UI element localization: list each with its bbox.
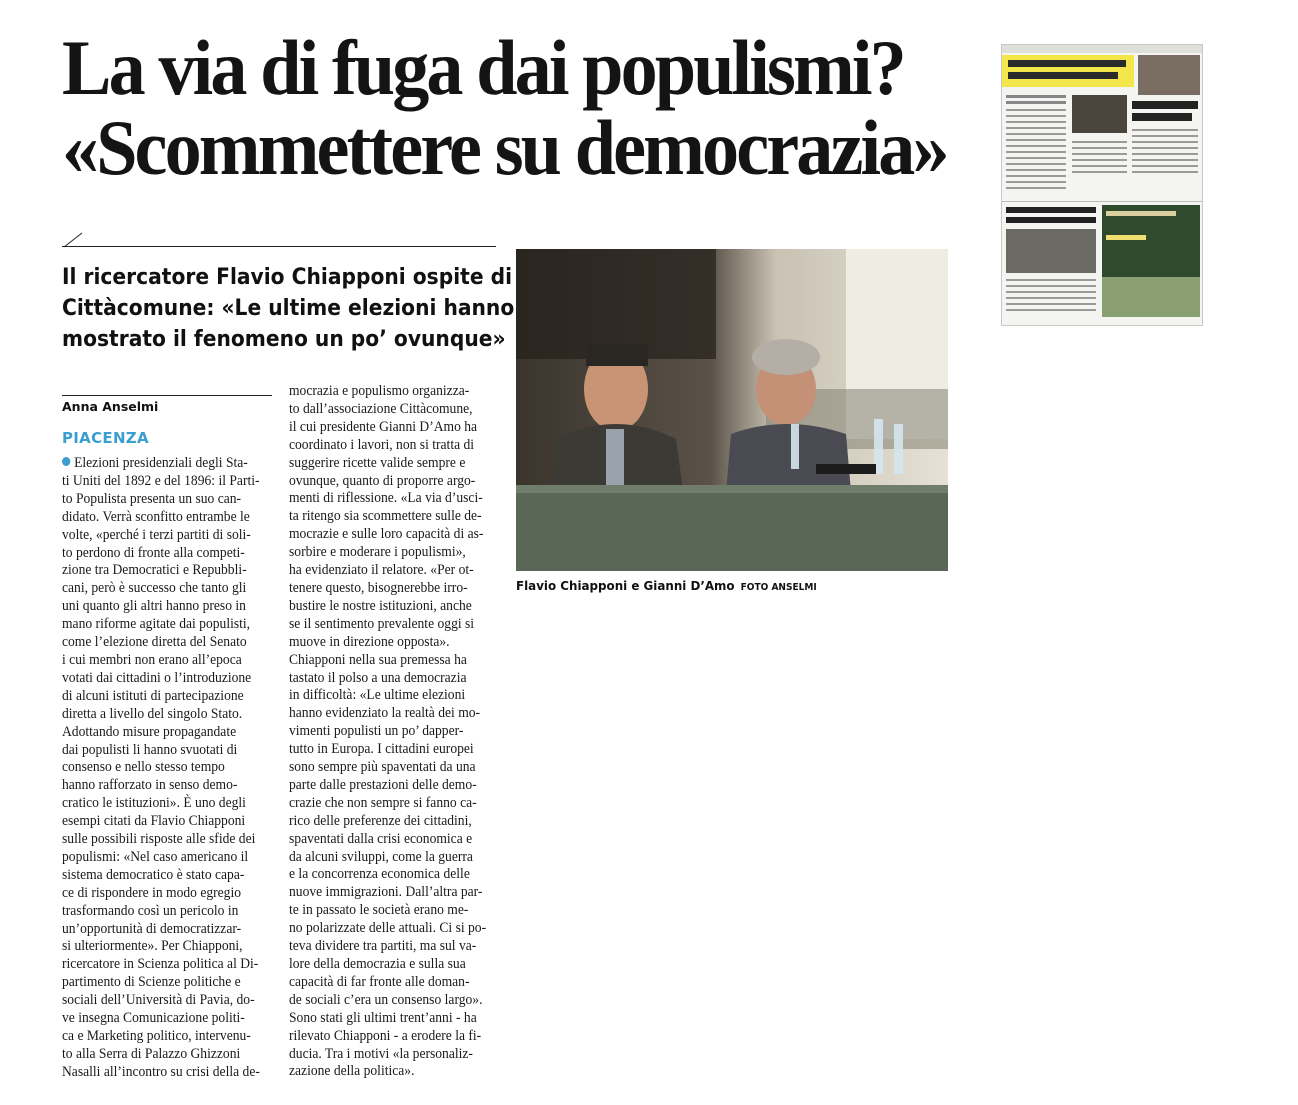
- body-line: capacità di far fronte alle doman-: [289, 973, 470, 990]
- body-line: se il sentimento prevalente oggi si: [289, 615, 475, 632]
- body-line: un’opportunità di democratizzar-: [62, 920, 242, 937]
- subhead-rule: [62, 246, 496, 247]
- body-line: mano riforme agitate dai populisti,: [62, 616, 251, 633]
- body-line: volte, «perché i terzi partiti di soli-: [62, 526, 251, 543]
- body-line: si ulteriormente». Per Chiapponi,: [62, 938, 243, 955]
- headline: [62, 24, 947, 191]
- subhead-line: Il ricercatore Flavio Chiapponi ospite di: [62, 265, 513, 290]
- body-line: crazie che non sempre si fanno ca-: [289, 794, 477, 811]
- body-line: cratico le istituzioni». È uno degli: [62, 795, 246, 812]
- body-line: ve insegna Comunicazione politi-: [62, 1010, 245, 1027]
- body-line: votati dai cittadini o l’introduzione: [62, 669, 252, 686]
- body-line: diretta a livello del singolo Stato.: [62, 705, 243, 722]
- body-line: hanno rafforzato in senso demo-: [62, 777, 238, 794]
- body-line: uni quanto gli altri hanno preso in: [62, 598, 246, 615]
- body-line: ti Uniti del 1892 e del 1896: il Parti-: [62, 472, 260, 489]
- headline-line: La via di fuga dai populismi?: [62, 24, 904, 111]
- subhead-line: Cittàcomune: «Le ultime elezioni hanno: [62, 296, 515, 321]
- body-line: to perdono di fronte alla competi-: [62, 544, 245, 561]
- dateline-city: PIACENZA: [62, 429, 149, 447]
- body-line: lore della democrazia e sulla sua: [289, 956, 466, 972]
- body-line: hanno evidenziato la realtà dei mo-: [289, 705, 481, 722]
- body-line: esempi citati da Flavio Chiapponi: [62, 813, 246, 830]
- body-line: tenere questo, bisognerebbe irro-: [289, 579, 468, 596]
- body-line: zazione della politica».: [289, 1063, 415, 1080]
- body-line: coordinato i lavori, non si tratta di: [289, 436, 475, 453]
- body-line: ce di rispondere in modo egregio: [62, 884, 242, 901]
- paragraph-bullet-icon: [62, 457, 70, 466]
- body-line: cani, però è successo che tanto gli: [62, 580, 247, 597]
- body-line: to dall’associazione Cittàcomune,: [289, 400, 473, 417]
- body-line: mocrazia e populismo organizza-: [289, 383, 470, 399]
- body-line: da alcuni sviluppi, come la guerra: [289, 848, 473, 865]
- body-line: zione tra Democratici e Repubbli-: [62, 562, 247, 579]
- body-line: teva dividere tra partiti, ma sul va-: [289, 938, 477, 955]
- subhead: [62, 262, 515, 355]
- body-line: tastato il polso a una democrazia: [289, 669, 467, 686]
- body-line: vimenti populisti un po’ dapper-: [289, 723, 464, 740]
- body-line: rilevato Chiapponi - a erodere la fi-: [289, 1027, 482, 1044]
- body-line: ha evidenziato il relatore. «Per ot-: [289, 562, 474, 579]
- body-line: de sociali c’era un consenso largo».: [289, 991, 483, 1008]
- body-line: come l’elezione diretta del Senato: [62, 634, 247, 651]
- body-line: sorbire e moderare i populismi»,: [289, 544, 466, 561]
- body-line: consenso e nello stesso tempo: [62, 759, 225, 776]
- body-line: Chiapponi nella sua premessa ha: [289, 651, 467, 668]
- body-column-2: [289, 383, 499, 1081]
- body-line: sulle possibili risposte alle sfide dei: [62, 831, 256, 848]
- body-line: Adottando misure propagandate: [62, 723, 237, 740]
- body-line: bustire le nostre istituzioni, anche: [289, 597, 472, 614]
- body-line: ta ritengo sia scommettere sulle de-: [289, 508, 482, 525]
- body-line: no polarizzate delle attuali. Ci si po-: [289, 920, 487, 937]
- body-line: in difficoltà: «Le ultime elezioni: [289, 687, 466, 704]
- headline-line: «Scommettere su democrazia»: [62, 104, 947, 191]
- body-line: to alla Serra di Palazzo Ghizzoni: [62, 1045, 241, 1062]
- body-column-1: [62, 455, 272, 1082]
- body-line: populismi: «Nel caso americano il: [62, 848, 249, 865]
- body-line: e la concorrenza economica delle: [289, 866, 470, 883]
- body-line: ovunque, quanto di proporre argo-: [289, 472, 476, 489]
- body-line: Nasalli all’incontro su crisi della de-: [62, 1063, 260, 1080]
- body-line: spaventati dalla crisi economica e: [289, 830, 473, 847]
- body-line: sistema democratico è stato capa-: [62, 866, 245, 883]
- photo-illustration: [516, 249, 948, 571]
- author-byline: Anna Anselmi: [62, 395, 272, 414]
- body-line: muove in direzione opposta».: [289, 633, 450, 650]
- caption-text: Flavio Chiapponi e Gianni D’Amo: [516, 578, 735, 593]
- body-line: rico delle preferenze dei cittadini,: [289, 812, 472, 829]
- subhead-line: mostrato il fenomeno un po’ ovunque»: [62, 327, 506, 352]
- body-line: sono sempre più spaventati da una: [289, 759, 476, 776]
- body-line: di alcuni istituti di partecipazione: [62, 687, 244, 704]
- body-line: dai populisti li hanno svuotati di: [62, 741, 238, 758]
- body-line: sociali dell’Università di Pavia, do-: [62, 992, 255, 1009]
- body-line: ca e Marketing politico, intervenu-: [62, 1028, 251, 1044]
- body-line: mocrazie e sulle loro capacità di as-: [289, 526, 484, 543]
- article-photo: [516, 249, 948, 571]
- page-thumbnail: [1001, 44, 1203, 326]
- photo-caption: [516, 578, 817, 593]
- body-line: trasformando così un pericolo in: [62, 902, 239, 919]
- body-line: nuove immigrazioni. Dall’altra par-: [289, 884, 483, 901]
- body-line: il cui presidente Gianni D’Amo ha: [289, 418, 478, 435]
- body-line: te in passato le società erano me-: [289, 902, 469, 919]
- body-line: parte dalle prestazioni delle demo-: [289, 776, 477, 793]
- photo-credit: FOTO ANSELMI: [740, 582, 817, 593]
- body-line: menti di riflessione. «La via d’usci-: [289, 490, 483, 507]
- body-line: partimento di Scienze politiche e: [62, 974, 241, 991]
- body-line: Sono stati gli ultimi trent’anni - ha: [289, 1009, 477, 1026]
- body-line: tutto in Europa. I cittadini europei: [289, 741, 474, 758]
- page-thumbnail-graphic: [1002, 45, 1202, 325]
- body-line: i cui membri non erano all’epoca: [62, 651, 242, 668]
- body-line: ducia. Tra i motivi «la personaliz-: [289, 1045, 473, 1062]
- body-line: to Populista presenta un suo can-: [62, 490, 242, 507]
- body-line: didato. Verrà sconfitto entrambe le: [62, 508, 250, 525]
- body-line: ricercatore in Scienza politica al Di-: [62, 956, 259, 973]
- body-line: Elezioni presidenziali degli Sta-: [62, 455, 257, 473]
- body-line: suggerire ricette valide sempre e: [289, 454, 466, 471]
